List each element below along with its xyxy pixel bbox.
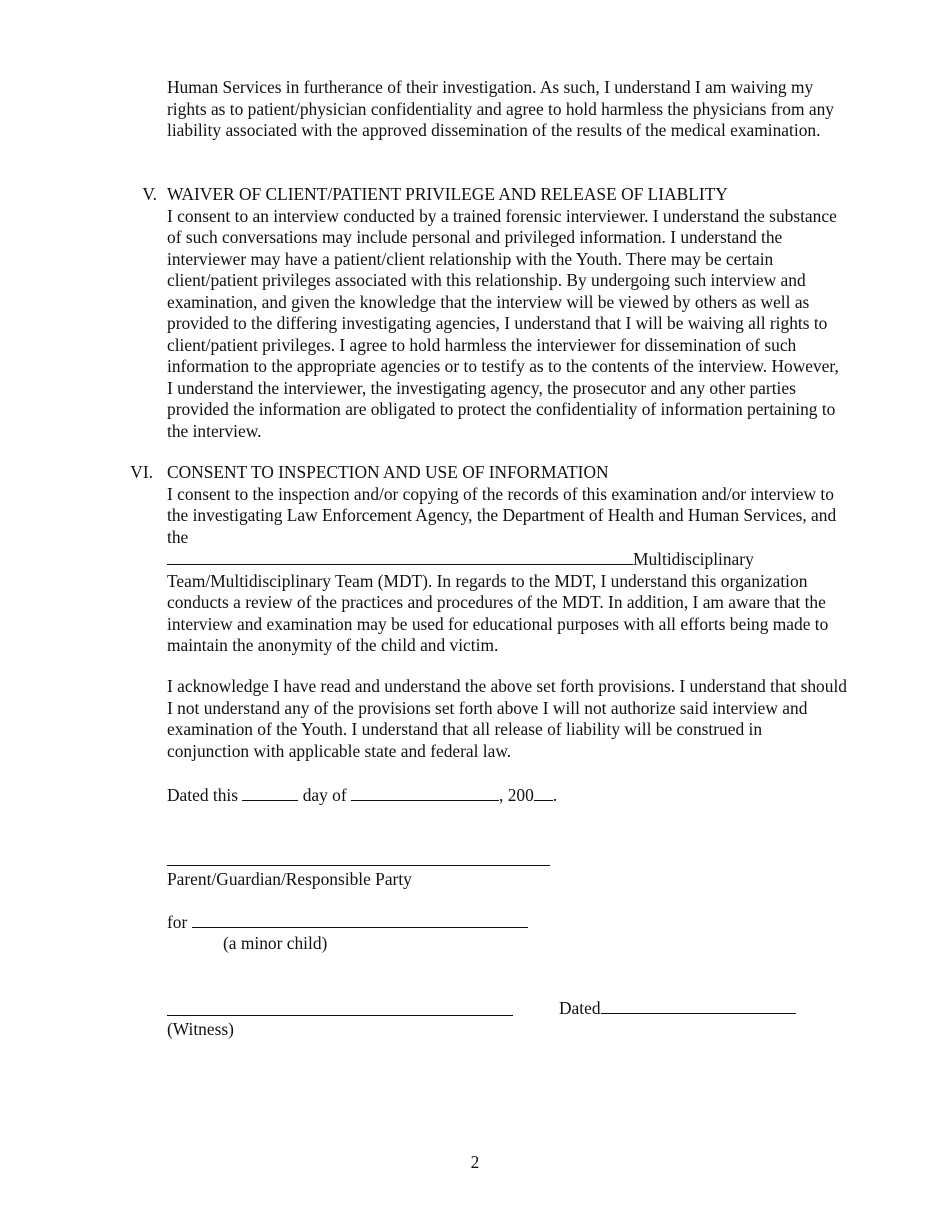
page-number: 2 [470,1152,480,1172]
section-vi-block [167,462,847,657]
witness-dated-label: Dated [559,998,601,1018]
mdt-blank-suffix: Multidisciplinary [633,549,754,569]
for-label: for [167,912,188,932]
section-v-number: V. [142,184,157,204]
mdt-name-blank[interactable] [167,548,633,565]
for-line [167,911,528,934]
witness-dated-line [559,997,796,1020]
dated-this-end: . [552,785,558,805]
parent-signature-line[interactable] [167,865,550,866]
acknowledgement-paragraph: I acknowledge I have read and understand the above set forth provisions. I understand that should I not understand any of the provisions set forth above I will not authorize said interview and examination of the Youth. I understand that all release of liability will be construed in conjunction with applicable state and federal law. [167,676,847,761]
witness-date-blank[interactable] [601,997,796,1014]
dated-this-year-prefix: , 200 [499,785,534,805]
dated-this-line [167,784,557,807]
month-blank[interactable] [351,784,499,801]
section-vi-body-part1: I consent to the inspection and/or copying of the records of this examination and/or interview to the investigating Law Enforcement Agency, the Department of Health and Human Services, and the [167,483,837,547]
witness-label: (Witness) [167,1019,234,1039]
acknowledgement-block [167,676,847,762]
minor-child-name-blank[interactable] [192,911,528,928]
mdt-blank-line [167,548,847,571]
parent-signature-label: Parent/Guardian/Responsible Party [167,869,412,889]
dated-this-prefix: Dated this [167,785,238,805]
minor-child-label: (a minor child) [223,933,328,953]
section-vi-body-part2: Team/Multidisciplinary Team (MDT). In regards to the MDT, I understand this organization conducts a review of the practices and procedures of the MDT. In addition, I am aware that the interview and examination may be used for educational purposes with all efforts being made to maintain the anonymity of the child and victim. [167,570,829,655]
dated-this-middle: day of [302,785,347,805]
section-vi-number: VI. [130,462,153,482]
section-v-heading: WAIVER OF CLIENT/PATIENT PRIVILEGE AND RELEASE OF LIABLITY [167,184,728,204]
intro-paragraph: Human Services in furtherance of their investigation. As such, I understand I am waiving my rights as to patient/physician confidentiality and agree to hold harmless the physicians from any liability associated with the approved dissemination of the results of the medical examination. [167,77,834,140]
section-v-body: I consent to an interview conducted by a trained forensic interviewer. I understand the substance of such conversations may include personal and privileged information. I understand the interviewer may have a patient/client relationship with the Youth. There may be certain client/patient privileges associated with this relationship. By undergoing such interview and examination, and given the knowledge that the interview will be viewed by others as well as provided to the differing investigating agencies, I understand that I will be waiving all rights to client/patient privileges. I agree to hold harmless the interviewer for dissemination of such information to the appropriate agencies or to testify as to the contents of the interview. However, I understand the interviewer, the investigating agency, the prosecutor and any other parties provided the information are obligated to protect the confidentiality of information pertaining to the interview. [167,205,839,441]
year-blank[interactable] [534,784,553,801]
day-blank[interactable] [242,784,298,801]
intro-paragraph-block [167,77,847,142]
section-vi-heading: CONSENT TO INSPECTION AND USE OF INFORMATION [167,462,609,482]
witness-signature-line[interactable] [167,1015,513,1016]
section-v-block [167,184,847,442]
